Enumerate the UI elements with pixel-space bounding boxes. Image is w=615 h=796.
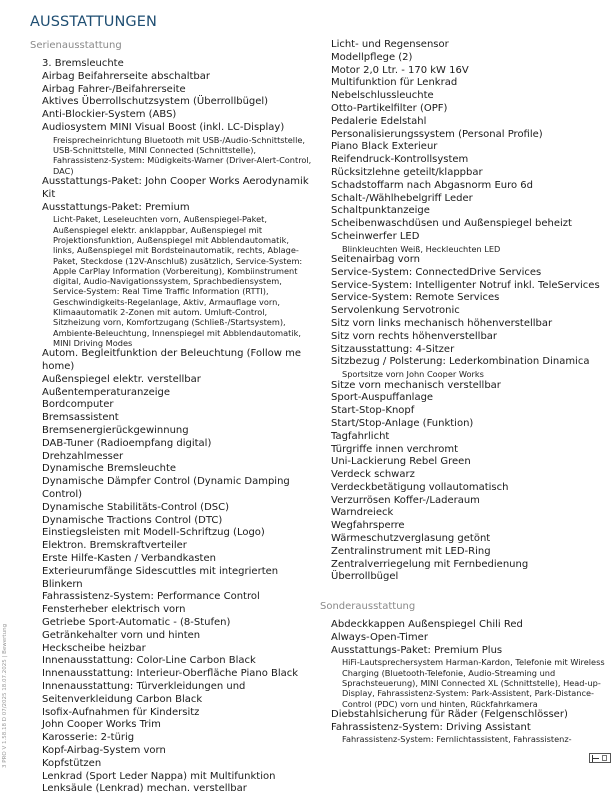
- list-item: Isofix-Aufnahmen für Kindersitz: [42, 706, 200, 718]
- list-item: Warndreieck: [331, 507, 394, 519]
- list-item: Piano Black Exterieur: [331, 141, 438, 153]
- list-item: Seitenairbag vorn: [331, 254, 421, 266]
- list-item: Scheibenwaschdüsen und Außenspiegel beheizt: [331, 218, 572, 230]
- list-item: Verdeckbetätigung vollautomatisch: [331, 481, 509, 493]
- sonder-list: [331, 619, 606, 745]
- list-item-detail: Blinkleuchten Weiß, Heckleuchten LED: [342, 243, 501, 254]
- list-item: Innenausstattung: Türverkleidungen und Seitenverkleidung Carbon Black: [42, 680, 246, 705]
- list-item: Aktives Überrollschutzsystem (Überrollbügel): [42, 96, 269, 108]
- list-item: Audiosystem MINI Visual Boost (inkl. LC-Display): [42, 121, 285, 133]
- list-item: Personalisierungssystem (Personal Profile): [331, 128, 543, 140]
- list-item: Kopf-Airbag-System vorn: [42, 744, 166, 756]
- page-title: AUSSTATTUNGEN: [30, 14, 157, 30]
- serien-list-left: [42, 58, 312, 796]
- list-item: Drehzahlmesser: [42, 450, 124, 462]
- list-item: Zentralinstrument mit LED-Ring: [331, 545, 491, 557]
- list-item: Außenspiegel elektr. verstellbar: [42, 373, 201, 385]
- list-item: Innenausstattung: Interieur-Oberfläche Piano Black: [42, 668, 299, 680]
- list-item: Schalt-/Wählhebelgriff Leder: [331, 192, 473, 204]
- list-item: Sport-Auspuffanlage: [331, 392, 434, 404]
- list-item: DAB-Tuner (Radioempfang digital): [42, 437, 212, 449]
- list-item: Airbag Beifahrerseite abschaltbar: [42, 70, 210, 82]
- list-item: Fensterheber elektrisch vorn: [42, 604, 186, 616]
- list-item: Sitze vorn mechanisch verstellbar: [331, 379, 501, 391]
- list-item: Wärmeschutzverglasung getönt: [331, 533, 491, 545]
- list-item: Motor 2,0 Ltr. - 170 kW 16V: [331, 64, 469, 76]
- list-item: Innenausstattung: Color-Line Carbon Black: [42, 655, 256, 667]
- serien-list-right: [331, 39, 606, 584]
- section-label-sonderausstattung: Sonderausstattung: [320, 601, 416, 612]
- list-item: Schadstoffarm nach Abgasnorm Euro 6d: [331, 179, 534, 191]
- list-item: Karosserie: 2-türig: [42, 732, 135, 744]
- list-item: Dynamische Tractions Control (DTC): [42, 514, 223, 526]
- list-item: Erste Hilfe-Kasten / Verbandkasten: [42, 552, 216, 564]
- page-end-icon: [589, 753, 611, 763]
- list-item: Einstiegsleisten mit Modell-Schriftzug (Logo): [42, 527, 265, 539]
- list-item: Zentralverriegelung mit Fernbedienung: [331, 558, 529, 570]
- list-item: Getränkehalter vorn und hinten: [42, 629, 201, 641]
- list-item: Verzurrösen Koffer-/Laderaum: [331, 494, 480, 506]
- list-item: Tagfahrlicht: [331, 430, 390, 442]
- list-item: Außentemperaturanzeige: [42, 386, 171, 398]
- list-item: Fahrassistenz-System: Performance Control: [42, 591, 260, 603]
- list-item: Start/Stop-Anlage (Funktion): [331, 417, 474, 429]
- list-item: Sitz vorn rechts höhenverstellbar: [331, 330, 498, 342]
- list-item: Pedalerie Edelstahl: [331, 115, 427, 127]
- list-item: Getriebe Sport-Automatic - (8-Stufen): [42, 616, 231, 628]
- list-item: Überrollbügel: [331, 571, 399, 583]
- list-item: Licht- und Regensensor: [331, 39, 449, 50]
- list-item: Türgriffe innen verchromt: [331, 443, 459, 455]
- list-item: Start-Stop-Knopf: [331, 405, 415, 417]
- list-item: Otto-Partikelfilter (OPF): [331, 102, 448, 114]
- list-item: Lenksäule (Lenkrad) mechan. verstellbar: [42, 783, 247, 795]
- list-item-detail: Sportsitze vorn John Cooper Works: [342, 369, 484, 380]
- list-item: Dynamische Bremsleuchte: [42, 463, 177, 475]
- list-item: Kopfstützen: [42, 757, 102, 769]
- list-item: Bremsassistent: [42, 412, 119, 424]
- list-item: Autom. Begleitfunktion der Beleuchtung (Follow me home): [42, 348, 301, 373]
- list-item-detail: Fahrassistenz-System: Fernlichtassistent, Fahrassistenz-: [342, 734, 572, 745]
- side-note: 3 PRO V 1.58.18 D 07/2025 18.07.2025 | Bewertung: [2, 623, 8, 768]
- list-item: Lenkrad (Sport Leder Nappa) mit Multifunktion: [42, 770, 276, 782]
- list-item: Exterieurumfänge Sidescuttles mit integrierten Blinkern: [42, 565, 279, 590]
- list-item: 3. Bremsleuchte: [42, 58, 124, 69]
- list-item: Sitz vorn links mechanisch höhenverstellbar: [331, 318, 553, 330]
- list-item: Airbag Fahrer-/Beifahrerseite: [42, 83, 186, 95]
- list-item-detail: Freisprecheinrichtung Bluetooth mit USB-/Audio-Schnittstelle, USB-Schnittstelle, MINI Connected (Schnittstelle), Fahrassistenz-System: Müdigkeits-Warner (Driver-Alert-Control, DAC): [53, 134, 312, 176]
- list-item: Nebelschlussleuchte: [331, 90, 434, 102]
- list-item: Heckscheibe heizbar: [42, 642, 146, 654]
- list-item: Abdeckkappen Außenspiegel Chili Red: [331, 619, 523, 630]
- list-item: Sitzausstattung: 4-Sitzer: [331, 343, 455, 355]
- list-item: Wegfahrsperre: [331, 520, 405, 532]
- list-item-detail: HiFi-Lautsprechersystem Harman-Kardon, Telefonie mit Wireless Charging (Bluetooth-Telefonie, Audio-Streaming und Sprachsteuerung), MINI Connected XL (Schnittstelle), Head-up-Display, Fahrassistenz-System: Park-Assistent, Park-Distance-Control (PDC) vorn und hinten, Rückfahrkamera: [342, 657, 605, 709]
- list-item: Schaltpunktanzeige: [331, 205, 430, 217]
- list-item: Verdeck schwarz: [331, 469, 415, 481]
- list-item: Bremsenergierückgewinnung: [42, 425, 189, 436]
- list-item: Service-System: Remote Services: [331, 292, 500, 304]
- list-item: Diebstahlsicherung für Räder (Felgenschlösser): [331, 708, 568, 720]
- list-item: Elektron. Bremskraftverteiler: [42, 540, 187, 552]
- list-item: Ausstattungs-Paket: Premium: [42, 201, 190, 213]
- list-item: Modellpflege (2): [331, 51, 413, 63]
- list-item: Uni-Lackierung Rebel Green: [331, 456, 471, 468]
- list-item: Ausstattungs-Paket: Premium Plus: [331, 644, 503, 656]
- list-item: Anti-Blockier-System (ABS): [42, 109, 177, 121]
- section-label-serienausstattung: Serienausstattung: [30, 40, 122, 51]
- list-item: Servolenkung Servotronic: [331, 305, 460, 317]
- list-item: Bordcomputer: [42, 399, 114, 411]
- list-item: Dynamische Dämpfer Control (Dynamic Damping Control): [42, 476, 290, 500]
- list-item: Scheinwerfer LED: [331, 230, 420, 242]
- list-item: Ausstattungs-Paket: John Cooper Works Aerodynamik Kit: [42, 175, 309, 200]
- list-item: Service-System: Intelligenter Notruf inkl. TeleServices: [331, 279, 600, 291]
- list-item: Rücksitzlehne geteilt/klappbar: [331, 166, 483, 178]
- list-item: Fahrassistenz-System: Driving Assistant: [331, 721, 531, 733]
- list-item: Multifunktion für Lenkrad: [331, 77, 458, 89]
- list-item: Dynamische Stabilitäts-Control (DSC): [42, 501, 230, 513]
- list-item: Service-System: ConnectedDrive Services: [331, 266, 542, 278]
- list-item: John Cooper Works Trim: [42, 719, 161, 731]
- list-item: Sitzbezug / Polsterung: Lederkombination Dinamica: [331, 356, 590, 368]
- list-item: Always-Open-Timer: [331, 631, 428, 643]
- list-item-detail: Licht-Paket, Leseleuchten vorn, Außenspiegel-Paket, Außenspiegel elektr. anklappbar, Außenspiegel mit Projektionsfunktion, Außenspiegel mit Abblendautomatik, links, Außenspiegel mit Bordsteinautomatik, rechts, Ablage-Paket, Steckdose (12V-Anschluß) zusätzlich, Service-System: Apple CarPlay Information (Vorbereitung), Kombiinstrument digital, Audio-Navigationssystem, Sprachbediensystem, Service-System: Real Time Traffic Information (RTTI), Geschwindigkeits-Regelanlage, Aktiv, Armauflage vorn, Klimaautomatik 2-Zonen mit autom. Umluft-Control, Sitzheizung vorn, Komfortzugang (Schließ-/Startsystem), Ambiente-Beleuchtung, Innenspiegel mit Abblendautomatik, MINI Driving Modes: [53, 214, 303, 348]
- list-item: Reifendruck-Kontrollsystem: [331, 154, 469, 166]
